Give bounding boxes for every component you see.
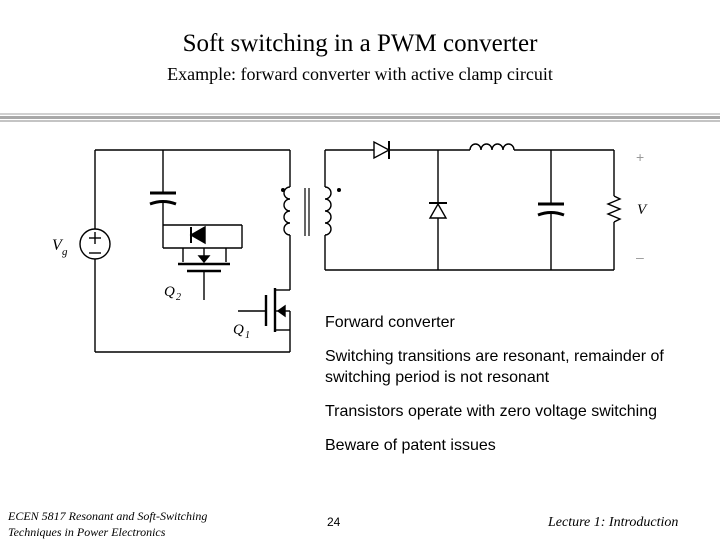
forward-diode [374, 141, 389, 159]
footer-course [8, 508, 207, 540]
transformer-primary [284, 187, 290, 235]
footer-course-line1: ECEN 5817 Resonant and Soft-Switching [8, 509, 208, 523]
q2-label-main: Q [164, 284, 175, 300]
footer-course-line2: Techniques in Power Electronics [8, 525, 166, 539]
q1-label-main: Q [233, 322, 244, 338]
output-minus-label: – [636, 249, 644, 265]
primary-polarity-dot [281, 188, 285, 192]
bullet-item: Forward converter [325, 314, 455, 331]
footer-lecture: Lecture 1: Introduction [548, 515, 679, 530]
vg-label-sub: g [62, 246, 68, 258]
bullet-item: Switching transitions are resonant, remainder of switching period is not resonant [325, 348, 664, 386]
transistor-q1 [238, 288, 290, 352]
bullet-list [325, 312, 695, 469]
q2-body-diode [191, 227, 205, 243]
voltage-source-vg [80, 229, 110, 259]
slide-title: Soft switching in a PWM converter [182, 30, 538, 57]
q2-label-sub: 2 [176, 292, 181, 303]
q1-label-sub: 1 [245, 330, 250, 341]
page-number: 24 [327, 515, 341, 529]
transformer-secondary [325, 187, 331, 235]
output-inductor [470, 144, 514, 150]
secondary-polarity-dot [337, 188, 341, 192]
freewheel-diode [429, 203, 447, 218]
clamp-capacitor [150, 150, 176, 248]
output-plus-label: + [636, 149, 645, 165]
bullet-item: Transistors operate with zero voltage switching [325, 403, 657, 420]
output-voltage-label: V [637, 202, 647, 218]
bullet-item: Beware of patent issues [325, 437, 496, 454]
vg-label-main: V [52, 237, 62, 254]
load-resistor [608, 196, 620, 222]
slide-subtitle: Example: forward converter with active clamp circuit [167, 64, 553, 84]
transistor-q2 [178, 248, 230, 300]
